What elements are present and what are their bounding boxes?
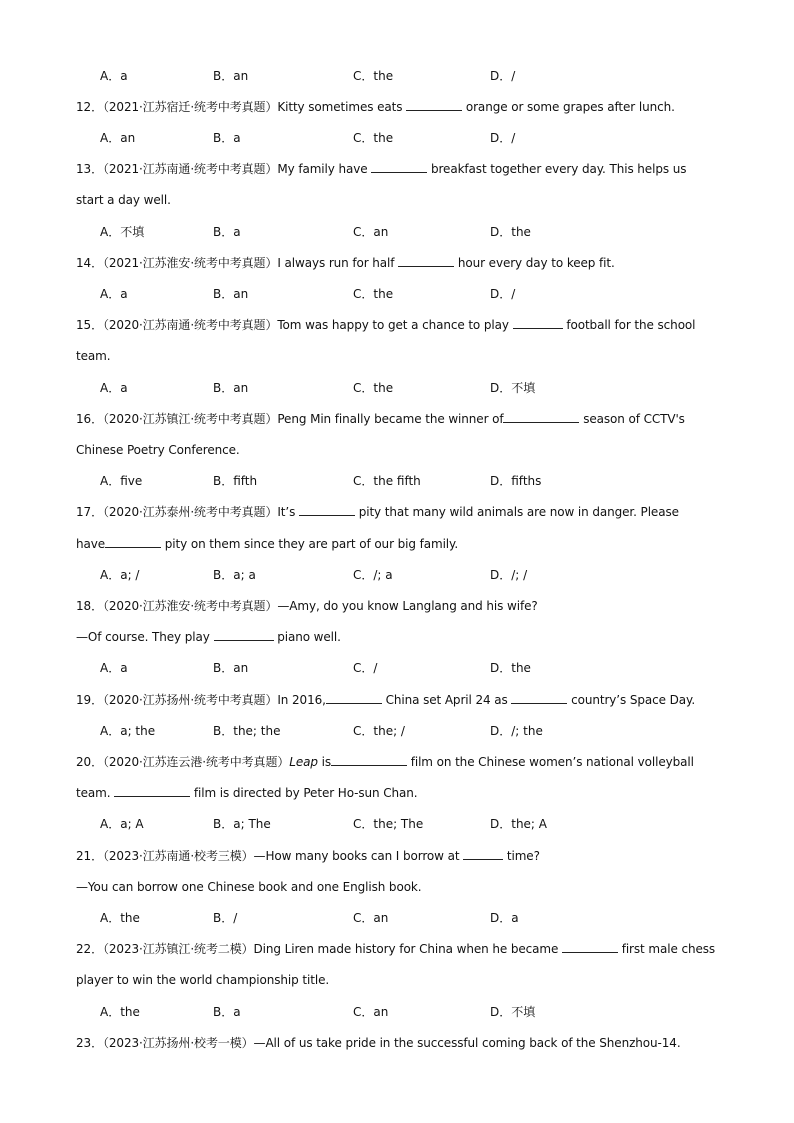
question-text: first male chess — [621, 942, 716, 956]
question-text: Kitty sometimes eats — [277, 100, 403, 114]
question-text: hour every day to keep fit. — [457, 256, 615, 270]
question-text: team. — [76, 786, 111, 800]
question-source: 16．（2020·江苏镇江·统考中考真题） — [76, 412, 278, 426]
q16-options — [0, 473, 794, 489]
question-text: start a day well. — [76, 193, 171, 207]
option-c[interactable]: C．the fifth — [353, 474, 421, 488]
answer-blank — [326, 692, 382, 704]
option-b[interactable]: B．a — [213, 225, 241, 239]
option-d[interactable]: D．the — [490, 225, 531, 239]
question-22-line2 — [76, 972, 736, 988]
question-text: —All of us take pride in the successful coming back of the Shenzhou-14. — [253, 1036, 681, 1050]
q17-options — [0, 567, 794, 583]
option-b[interactable]: B．an — [213, 381, 249, 395]
question-text: have — [76, 537, 106, 551]
option-a[interactable]: A．the — [100, 1005, 140, 1019]
option-d[interactable]: D．the — [490, 661, 531, 675]
question-text: —Amy, do you know Langlang and his wife? — [277, 599, 538, 613]
answer-blank — [214, 629, 274, 641]
question-source: 17．（2020·江苏泰州·统考中考真题） — [76, 505, 278, 519]
option-d[interactable]: D．不填 — [490, 1005, 536, 1019]
question-source: 19．（2020·江苏扬州·统考中考真题） — [76, 693, 278, 707]
option-d[interactable]: D．/ — [490, 131, 516, 145]
option-b[interactable]: B．an — [213, 661, 249, 675]
question-12 — [76, 99, 736, 115]
question-text: It’s — [277, 505, 296, 519]
question-14 — [76, 255, 736, 271]
question-text: Ding Liren made history for China when he became — [253, 942, 559, 956]
option-a[interactable]: A．a — [100, 69, 128, 83]
option-b[interactable]: B．fifth — [213, 474, 258, 488]
question-text: film is directed by Peter Ho-sun Chan. — [193, 786, 418, 800]
q12-options — [0, 130, 794, 146]
option-b[interactable]: B．a — [213, 1005, 241, 1019]
option-d[interactable]: D．fifths — [490, 474, 542, 488]
question-text: season of CCTV's — [583, 412, 685, 426]
question-text: China set April 24 as — [385, 693, 508, 707]
option-c[interactable]: C．the — [353, 287, 394, 301]
answer-blank — [513, 317, 563, 329]
question-20 — [76, 754, 736, 770]
option-c[interactable]: C．the — [353, 69, 394, 83]
question-text: team. — [76, 349, 111, 363]
question-text: Peng Min finally became the winner of — [277, 412, 504, 426]
option-b[interactable]: B．/ — [213, 911, 238, 925]
question-source: 20．（2020·江苏连云港·统考中考真题） — [76, 755, 290, 769]
question-text: —You can borrow one Chinese book and one English book. — [76, 880, 422, 894]
option-c[interactable]: C．/; a — [353, 568, 393, 582]
option-c[interactable]: C．an — [353, 1005, 389, 1019]
option-a[interactable]: A．the — [100, 911, 140, 925]
question-18 — [76, 598, 736, 614]
answer-blank — [511, 692, 567, 704]
q18-options — [0, 660, 794, 676]
answer-blank — [299, 504, 355, 516]
question-13-line2 — [76, 192, 736, 208]
question-source: 15．（2020·江苏南通·统考中考真题） — [76, 318, 278, 332]
answer-blank — [463, 848, 503, 860]
question-text: football for the school — [566, 318, 696, 332]
question-text: —How many books can I borrow at — [253, 849, 460, 863]
option-c[interactable]: C．/ — [353, 661, 378, 675]
option-d[interactable]: D．a — [490, 911, 519, 925]
option-a[interactable]: A．a — [100, 661, 128, 675]
option-b[interactable]: B．an — [213, 287, 249, 301]
question-source: 12．（2021·江苏宿迁·统考中考真题） — [76, 100, 278, 114]
question-23 — [76, 1035, 736, 1051]
question-text: film on the Chinese women’s national volleyball — [410, 755, 694, 769]
option-d[interactable]: D．/; the — [490, 724, 543, 738]
question-15 — [76, 317, 736, 333]
question-17-line2 — [76, 536, 736, 552]
film-title: Leap — [289, 755, 318, 769]
answer-blank — [371, 161, 427, 173]
question-20-line2 — [76, 785, 736, 801]
question-21 — [76, 848, 736, 864]
option-d[interactable]: D．/ — [490, 287, 516, 301]
option-d[interactable]: D．the; A — [490, 817, 548, 831]
q22-options — [0, 1004, 794, 1020]
q14-options — [0, 286, 794, 302]
option-b[interactable]: B．an — [213, 69, 249, 83]
q19-options — [0, 723, 794, 739]
question-source: 14．（2021·江苏淮安·统考中考真题） — [76, 256, 278, 270]
option-d[interactable]: D．不填 — [490, 381, 536, 395]
question-text: orange or some grapes after lunch. — [465, 100, 675, 114]
question-16-line2 — [76, 442, 736, 458]
option-a[interactable]: A．不填 — [100, 225, 145, 239]
option-c[interactable]: C．an — [353, 225, 389, 239]
answer-blank — [503, 411, 579, 423]
q13-options — [0, 224, 794, 240]
option-d[interactable]: D．/; / — [490, 568, 528, 582]
question-17 — [76, 504, 736, 520]
question-text: piano well. — [277, 630, 341, 644]
q21-options — [0, 910, 794, 926]
option-a[interactable]: A．a; / — [100, 568, 140, 582]
option-a[interactable]: A．a; A — [100, 817, 144, 831]
question-source: 21．（2023·江苏南通·校考三模） — [76, 849, 254, 863]
option-c[interactable]: C．the — [353, 131, 394, 145]
question-text: is — [321, 755, 331, 769]
option-b[interactable]: B．a; The — [213, 817, 271, 831]
question-text: —Of course. They play — [76, 630, 210, 644]
question-text: My family have — [277, 162, 368, 176]
question-15-line2 — [76, 348, 736, 364]
question-source: 22．（2023·江苏镇江·统考二模） — [76, 942, 254, 956]
question-text: I always run for half — [277, 256, 395, 270]
option-d[interactable]: D．/ — [490, 69, 516, 83]
question-text: player to win the world championship title. — [76, 973, 330, 987]
option-b[interactable]: B．a — [213, 131, 241, 145]
question-22 — [76, 941, 736, 957]
question-text: Tom was happy to get a chance to play — [277, 318, 509, 332]
question-source: 23．（2023·江苏扬州·校考一模） — [76, 1036, 254, 1050]
option-c[interactable]: C．the; / — [353, 724, 405, 738]
option-b[interactable]: B．the; the — [213, 724, 281, 738]
option-c[interactable]: C．the — [353, 381, 394, 395]
question-21-line2 — [76, 879, 736, 895]
q11-options — [0, 68, 794, 84]
question-text: pity on them since they are part of our big family. — [164, 537, 459, 551]
question-text: time? — [506, 849, 540, 863]
option-a[interactable]: A．a; the — [100, 724, 156, 738]
q15-options — [0, 380, 794, 396]
answer-blank — [406, 99, 462, 111]
question-19 — [76, 692, 736, 708]
q20-options — [0, 816, 794, 832]
question-text: breakfast together every day. This helps us — [430, 162, 687, 176]
question-source: 18．（2020·江苏淮安·统考中考真题） — [76, 599, 278, 613]
question-source: 13．（2021·江苏南通·统考中考真题） — [76, 162, 278, 176]
question-text: pity that many wild animals are now in danger. Please — [358, 505, 679, 519]
question-18-line2 — [76, 629, 736, 645]
option-b[interactable]: B．a; a — [213, 568, 256, 582]
answer-blank — [331, 754, 407, 766]
question-text: Chinese Poetry Conference. — [76, 443, 240, 457]
answer-blank — [398, 255, 454, 267]
answer-blank — [562, 941, 618, 953]
option-a[interactable]: A．five — [100, 474, 143, 488]
option-c[interactable]: C．an — [353, 911, 389, 925]
option-c[interactable]: C．the; The — [353, 817, 424, 831]
answer-blank — [105, 536, 161, 548]
question-16 — [76, 411, 736, 427]
question-text: In 2016, — [277, 693, 326, 707]
option-a[interactable]: A．a — [100, 381, 128, 395]
option-a[interactable]: A．an — [100, 131, 136, 145]
question-13 — [76, 161, 736, 177]
option-a[interactable]: A．a — [100, 287, 128, 301]
question-text: country’s Space Day. — [571, 693, 696, 707]
answer-blank — [114, 785, 190, 797]
